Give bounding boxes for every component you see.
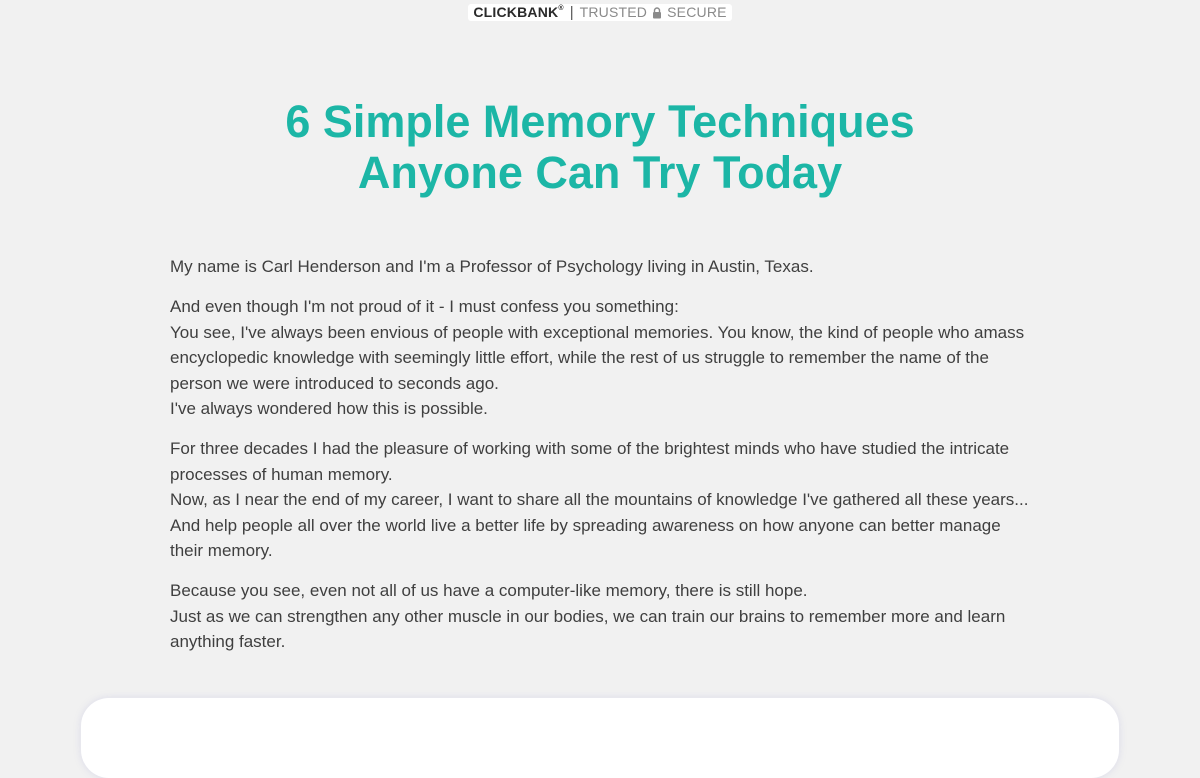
page-headline	[0, 96, 1200, 198]
paragraph-line: Because you see, even not all of us have a computer-like memory, there is still hope.	[170, 581, 808, 601]
paragraph-career	[170, 436, 1030, 563]
paragraph-confession	[170, 294, 1030, 421]
article-body	[170, 254, 1030, 670]
badge-secure-text: SECURE	[667, 4, 727, 20]
headline-line-1: 6 Simple Memory Techniques	[285, 96, 915, 147]
headline-line-2: Anyone Can Try Today	[357, 147, 843, 198]
paragraph-line: My name is Carl Henderson and I'm a Professor of Psychology living in Austin, Texas.	[170, 257, 814, 276]
badge-trusted-text: TRUSTED	[579, 4, 648, 20]
paragraph-hope	[170, 578, 1030, 654]
paragraph-line: And even though I'm not proud of it - I must confess you something:	[170, 297, 679, 317]
paragraph-intro	[170, 254, 1030, 279]
clickbank-trust-badge	[468, 4, 732, 21]
paragraph-line: You see, I've always been envious of people with exceptional memories. You know, the kind of people who amass encyclopedic knowledge with seemingly little effort, while the rest of us struggle to remember the name of the person we were introduced to seconds ago.	[170, 322, 1025, 393]
lock-icon	[652, 7, 662, 19]
clickbank-logo	[473, 4, 563, 21]
badge-separator: |	[569, 4, 574, 21]
paragraph-line: And help people all over the world live a better life by spreading awareness on how anyone can better manage their memory.	[170, 515, 1001, 561]
paragraph-line: Now, as I near the end of my career, I want to share all the mountains of knowledge I've gathered all these years...	[170, 490, 1029, 510]
registered-mark: ®	[558, 5, 564, 12]
paragraph-line: For three decades I had the pleasure of working with some of the brightest minds who have studied the intricate processes of human memory.	[170, 439, 1010, 484]
clickbank-brand-text: CLICKBANK	[473, 4, 559, 20]
content-card	[81, 698, 1119, 778]
paragraph-line: Just as we can strengthen any other muscle in our bodies, we can train our brains to remember more and learn anything faster.	[170, 606, 1006, 652]
paragraph-line: I've always wondered how this is possible.	[170, 399, 488, 419]
